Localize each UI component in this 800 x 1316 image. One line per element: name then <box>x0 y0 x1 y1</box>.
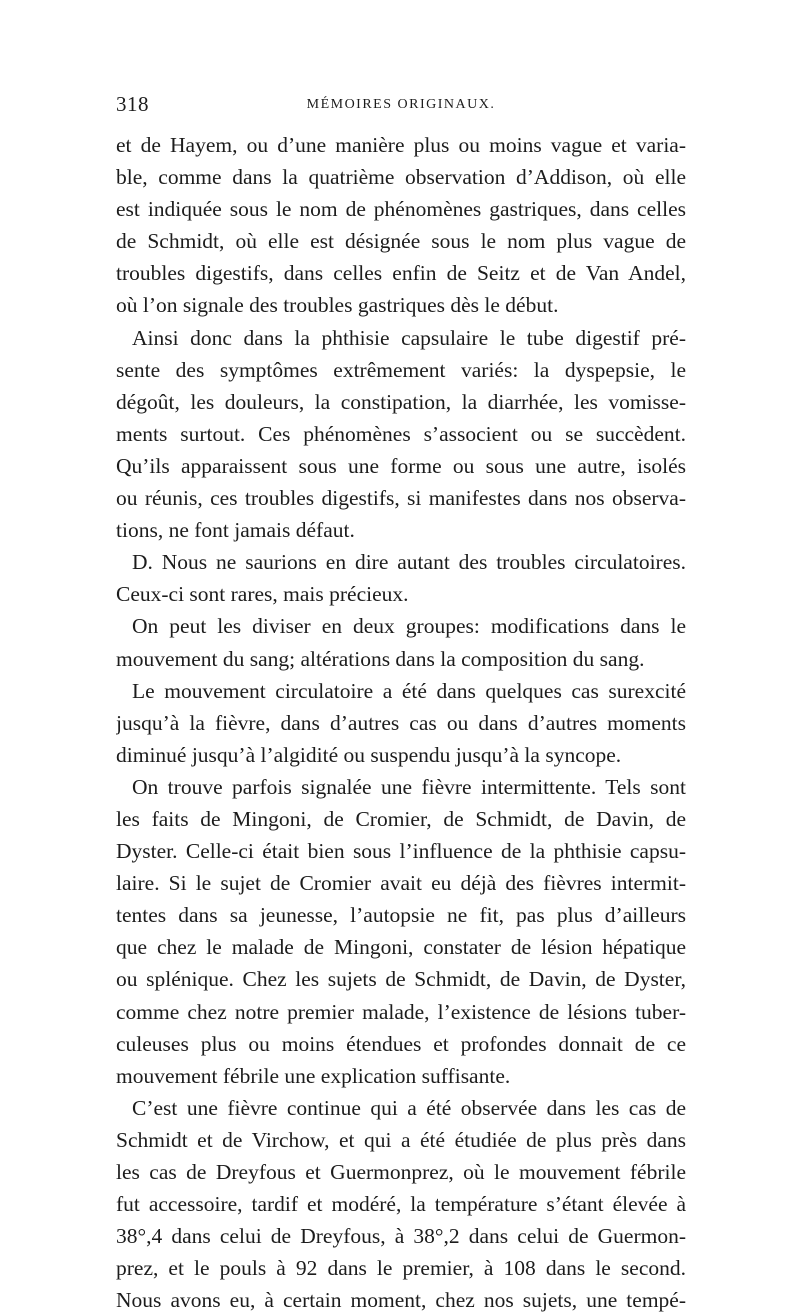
text-line: On peut les diviser en deux groupes: modifications dans le <box>132 614 686 639</box>
text-line: Schmidt et de Virchow, et qui a été étudiée de plus près dans <box>116 1127 686 1152</box>
text-line: fut accessoire, tardif et modéré, la température s’étant élevée à <box>116 1192 686 1217</box>
text-line: sente des symptômes extrêmement variés: la dyspepsie, le <box>116 357 686 382</box>
text-line: mouvement du sang; altérations dans la composition du sang. <box>116 646 645 671</box>
text-line: et de Hayem, ou d’une manière plus ou moins vague et varia- <box>116 133 686 157</box>
text-line: Nous avons eu, à certain moment, chez nos sujets, une tempé- <box>116 1288 686 1313</box>
text-line: tentes dans sa jeunesse, l’autopsie ne fit, pas plus d’ailleurs <box>116 903 686 928</box>
text-line: diminué jusqu’à l’algidité ou suspendu jusqu’à la syncope. <box>116 742 622 767</box>
text-line: ou réunis, ces troubles digestifs, si manifestes dans nos observa- <box>116 486 686 511</box>
text-line: de Schmidt, où elle est désignée sous le nom plus vague de <box>116 229 686 254</box>
text-line: troubles digestifs, dans celles enfin de Seitz et de Van Andel, <box>116 261 686 286</box>
text-line: ble, comme dans la quatrième observation d’Addison, où elle <box>116 165 686 190</box>
text-line: Le mouvement circulatoire a été dans quelques cas surexcité <box>132 678 686 703</box>
text-line: les cas de Dreyfous et Guermonprez, où le mouvement fébrile <box>116 1160 686 1184</box>
text-line: ments surtout. Ces phénomènes s’associent ou se succèdent. <box>116 421 686 446</box>
text-line: Ceux-ci sont rares, mais précieux. <box>116 582 409 607</box>
text-line: dégoût, les douleurs, la constipation, la diarrhée, les vomisse- <box>116 389 686 414</box>
text-line: 38°,4 dans celui de Dreyfous, à 38°,2 dans celui de Guermon- <box>116 1224 686 1249</box>
text-line: laire. Si le sujet de Cromier avait eu déjà des fièvres intermit- <box>116 871 686 896</box>
text-line: les faits de Mingoni, de Cromier, de Schmidt, de Davin, de <box>116 806 686 831</box>
text-line: C’est une fièvre continue qui a été observée dans les cas de <box>132 1095 686 1120</box>
text-line: prez, et le pouls à 92 dans le premier, à 108 dans le second. <box>116 1256 686 1281</box>
page-number: 318 <box>116 92 149 116</box>
text-line: D. Nous ne saurions en dire autant des troubles circulatoires. <box>132 550 686 575</box>
text-line: que chez le malade de Mingoni, constater de lésion hépatique <box>116 935 686 960</box>
text-line: Dyster. Celle-ci était bien sous l’influence de la phthisie capsu- <box>116 839 686 864</box>
text-line: Qu’ils apparaissent sous une forme ou sous une autre, isolés <box>116 453 686 478</box>
body-text <box>116 129 686 1316</box>
text-line: tions, ne font jamais défaut. <box>116 518 355 543</box>
page-header <box>116 92 686 122</box>
text-line: comme chez notre premier malade, l’existence de lésions tuber- <box>116 999 686 1024</box>
text-line: On trouve parfois signalée une fièvre intermittente. Tels sont <box>132 774 686 799</box>
text-line: mouvement fébrile une explication suffisante. <box>116 1063 511 1088</box>
running-title: MÉMOIRES ORIGINAUX. <box>306 97 496 112</box>
text-line: Ainsi donc dans la phthisie capsulaire le tube digestif pré- <box>132 325 686 350</box>
text-line: jusqu’à la fièvre, dans d’autres cas ou dans d’autres moments <box>116 710 686 735</box>
text-line: est indiquée sous le nom de phénomènes gastriques, dans celles <box>116 197 686 222</box>
text-line: ou splénique. Chez les sujets de Schmidt, de Davin, de Dyster, <box>116 967 686 992</box>
text-line: culeuses plus ou moins étendues et profondes donnait de ce <box>116 1031 686 1056</box>
text-line: où l’on signale des troubles gastriques dès le début. <box>116 293 559 318</box>
